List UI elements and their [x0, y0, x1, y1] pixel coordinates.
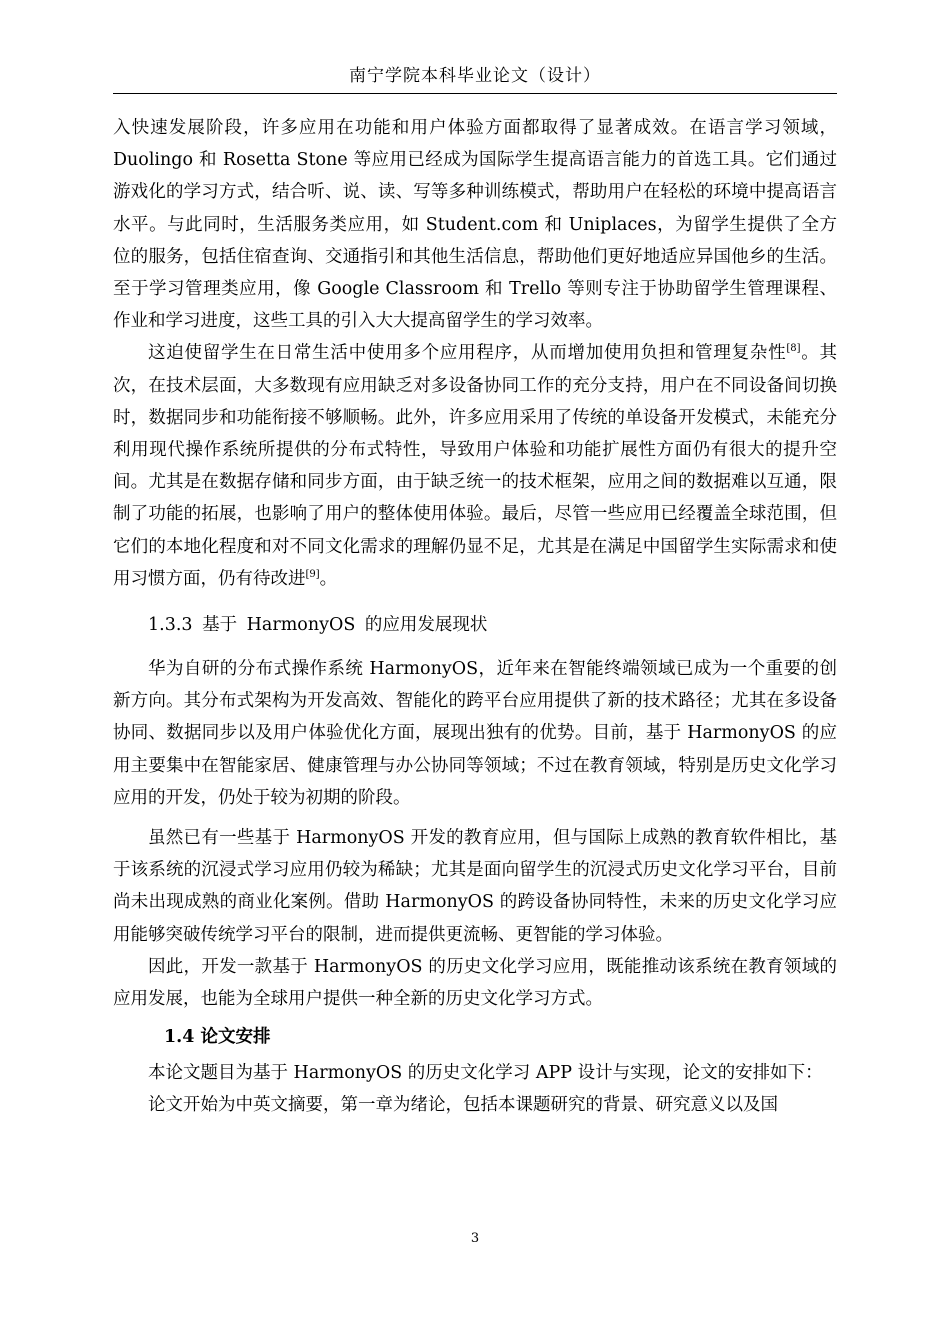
- paragraph-app-survey: 入快速发展阶段，许多应用在功能和用户体验方面都取得了显著成效。在语言学习领域，Duolingo 和 Rosetta Stone 等应用已经成为国际学生提高语言能力的首选工具。它们通过游戏化的学习方式，结合听、说、读、写等多种训练模式，帮助用户在轻松的环境中提高语言水平。与此同时，生活服务类应用，如 Student.com 和 Uniplaces，为留学生提供了全方位的服务，包括住宿查询、交通指引和其他生活信息，帮助他们更好地适应异国他乡的生活。至于学习管理类应用，像 Google Classroom 和 Trello 等则专注于协助留学生管理课程、作业和学习进度，这些工具的引入大大提高留学生的学习效率。: [113, 118, 837, 332]
- paragraph-problems-text-a: 这迫使留学生在日常生活中使用多个应用程序，从而增加使用负担和管理复杂性: [148, 343, 787, 364]
- paragraph-conclusion: 因此，开发一款基于 HarmonyOS 的历史文化学习应用，既能推动该系统在教育领域的应用发展，也能为全球用户提供一种全新的历史文化学习方式。: [113, 956, 837, 1010]
- paragraph-problems-text-b: 。其次，在技术层面，大多数现有应用缺乏对多设备协同工作的充分支持，用户在不同设备间切换时，数据同步和功能衔接不够顺畅。此外，许多应用采用了传统的单设备开发模式，未能充分利用现代操作系统所提供的分布式特性，导致用户体验和功能扩展性方面仍有很大的提升空间。尤其是在数据存储和同步方面，由于缺乏统一的技术框架，应用之间的数据难以互通，限制了功能的拓展，也影响了用户的整体使用体验。最后，尽管一些应用已经覆盖全球范围，但它们的本地化程度和对不同文化需求的理解仍显不足，尤其是在满足中国留学生实际需求和使用习惯方面，仍有待改进: [113, 343, 838, 589]
- section-heading-1-3-3: 1.3.3 基于 HarmonyOS 的应用发展现状: [148, 615, 488, 636]
- page-number: 3: [470, 1231, 480, 1246]
- citation-9: [9]: [305, 569, 320, 581]
- paragraph-thesis-arrangement: 本论文题目为基于 HarmonyOS 的历史文化学习 APP 设计与实现，论文的安排如下：: [148, 1063, 823, 1084]
- citation-8: [8]: [786, 343, 801, 355]
- paragraph-abstract-chapter: 论文开始为中英文摘要，第一章为绪论，包括本课题研究的背景、研究意义以及国: [148, 1095, 778, 1116]
- header-divider: [113, 93, 837, 94]
- paragraph-harmonyos-overview: 华为自研的分布式操作系统 HarmonyOS，近年来在智能终端领域已成为一个重要的创新方向。其分布式架构为开发高效、智能化的跨平台应用提供了新的技术路径；尤其在多设备协同、数据同步以及用户体验优化方面，展现出独有的优势。目前，基于 HarmonyOS 的应用主要集中在智能家居、健康管理与办公协同等领域；不过在教育领域，特别是历史文化学习应用的开发，仍处于较为初期的阶段。: [113, 659, 837, 808]
- section-heading-1-4: 1.4 论文安排: [164, 1027, 271, 1048]
- paragraph-problems-text-c: 。: [319, 568, 338, 589]
- paragraph-problems: [113, 337, 837, 595]
- page-header-title: 南宁学院本科毕业论文（设计）: [349, 66, 601, 86]
- document-body: [113, 112, 837, 1122]
- paragraph-harmonyos-education: 虽然已有一些基于 HarmonyOS 开发的教育应用，但与国际上成熟的教育软件相比，基于该系统的沉浸式学习应用仍较为稀缺；尤其是面向留学生的沉浸式历史文化学习平台，目前尚未出现成熟的商业化案例。借助 HarmonyOS 的跨设备协同特性，未来的历史文化学习应用能够突破传统学习平台的限制，进而提供更流畅、更智能的学习体验。: [113, 828, 837, 945]
